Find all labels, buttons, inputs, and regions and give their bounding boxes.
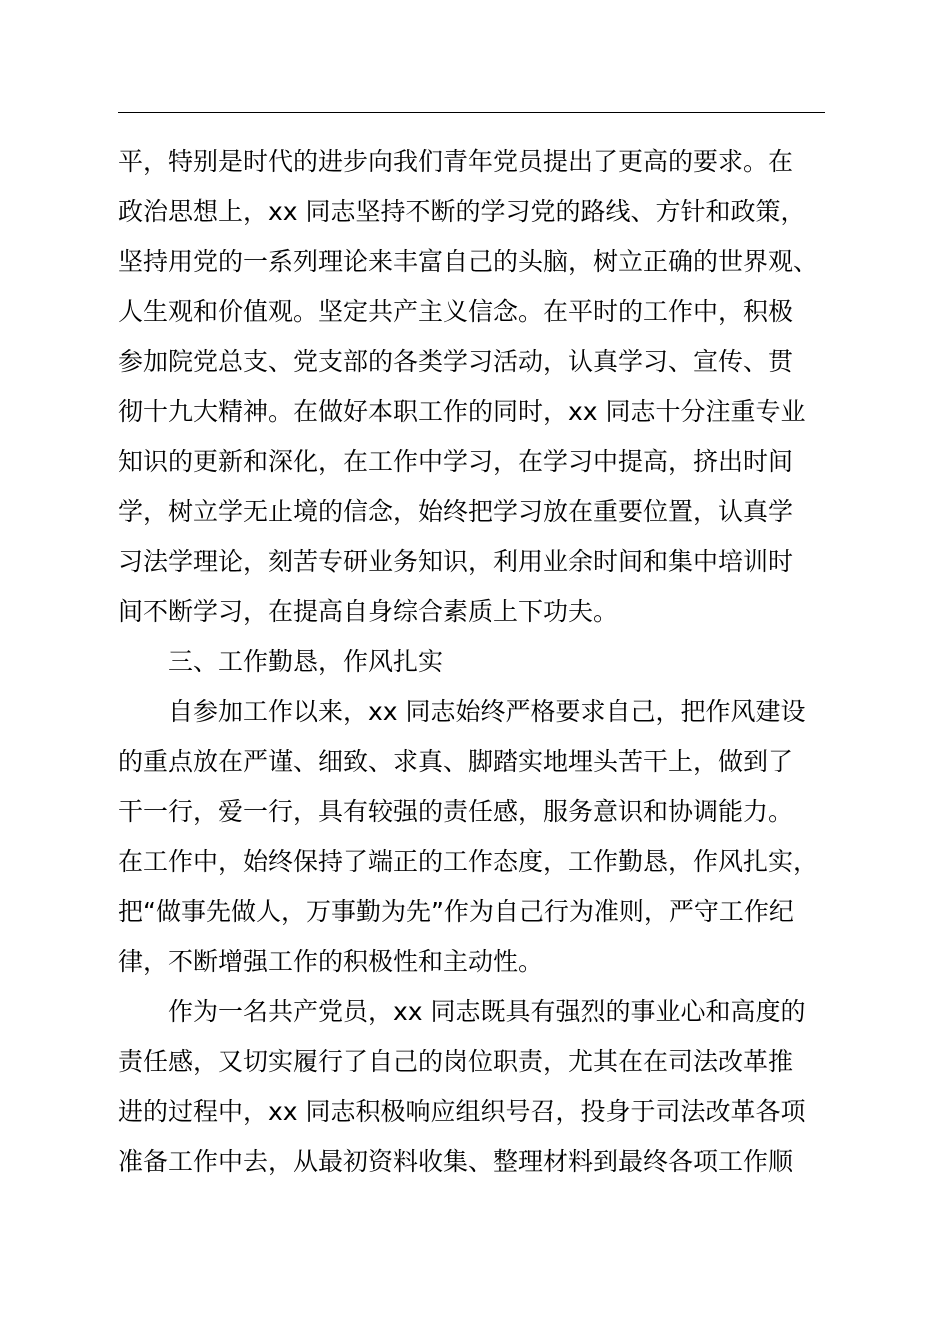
document-body xyxy=(118,139,848,1189)
text-line: 参加院党总支、党支部的各类学习活动，认真学习、宣传、贯 xyxy=(118,347,794,376)
text-line: 干一行，爱一行，具有较强的责任感，服务意识和协调能力。 xyxy=(118,797,794,826)
text-line: 的重点放在严谨、细致、求真、脚踏实地埋头苦干上，做到了 xyxy=(118,747,794,776)
text-line: 把“做事先做人，万事勤为先”作为自己行为准则，严守工作纪 xyxy=(118,897,794,926)
text-line: 自参加工作以来，xx 同志始终严格要求自己，把作风建设 xyxy=(168,697,806,726)
text-line: 进的过程中，xx 同志积极响应组织号召，投身于司法改革各项 xyxy=(118,1097,806,1126)
text-line: 知识的更新和深化，在工作中学习，在学习中提高，挤出时间 xyxy=(118,447,794,476)
text-line: 律，不断增强工作的积极性和主动性。 xyxy=(118,947,544,976)
text-line: 在工作中，始终保持了端正的工作态度，工作勤恳，作风扎实， xyxy=(118,847,819,876)
text-line: 作为一名共产党员，xx 同志既具有强烈的事业心和高度的 xyxy=(168,997,806,1026)
text-line: 准备工作中去，从最初资料收集、整理材料到最终各项工作顺 xyxy=(118,1147,794,1176)
section-heading: 三、工作勤恳，作风扎实 xyxy=(168,647,444,676)
text-line: 人生观和价值观。坚定共产主义信念。在平时的工作中，积极 xyxy=(118,297,794,326)
header-rule xyxy=(118,112,825,113)
text-line: 学，树立学无止境的信念，始终把学习放在重要位置，认真学 xyxy=(118,497,794,526)
text-line: 政治思想上，xx 同志坚持不断的学习党的路线、方针和政策， xyxy=(118,197,806,226)
text-line: 平，特别是时代的进步向我们青年党员提出了更高的要求。在 xyxy=(118,147,794,176)
text-line: 坚持用党的一系列理论来丰富自己的头脑，树立正确的世界观、 xyxy=(118,247,819,276)
text-line: 习法学理论，刻苦专研业务知识，利用业余时间和集中培训时 xyxy=(118,547,794,576)
text-line: 责任感，又切实履行了自己的岗位职责，尤其在在司法改革推 xyxy=(118,1047,794,1076)
text-line: 间不断学习，在提高自身综合素质上下功夫。 xyxy=(118,597,619,626)
text-line: 彻十九大精神。在做好本职工作的同时，xx 同志十分注重专业 xyxy=(118,397,806,426)
